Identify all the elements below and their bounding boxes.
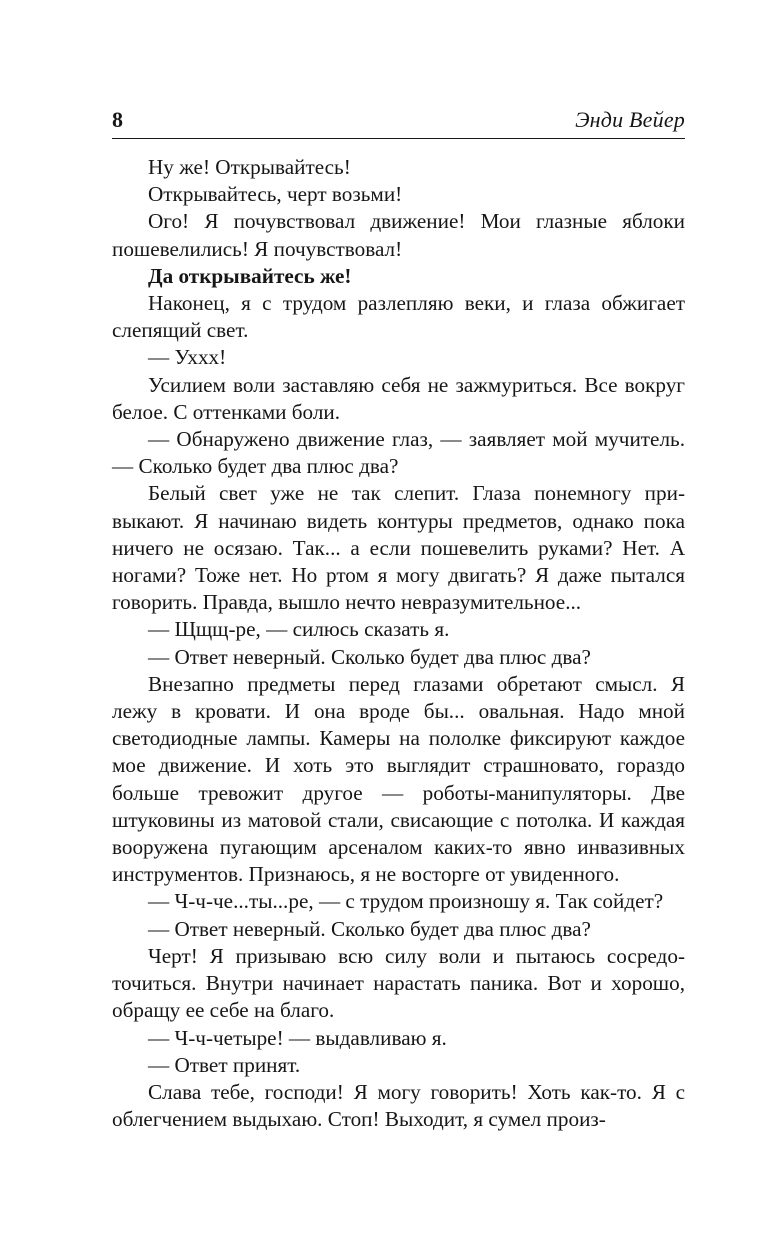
paragraph: — Ухxx! bbox=[148, 345, 227, 370]
paragraph: — Ч-ч-четыре! — выдавливаю я. bbox=[148, 1025, 447, 1050]
running-header bbox=[112, 102, 685, 139]
paragraph: — Ответ принят. bbox=[148, 1052, 301, 1077]
paragraph: — Обнаружено движение глаз, — заявляет мой мучитель. — Сколько будет два плюс два? bbox=[112, 427, 685, 479]
paragraph: Белый свет уже не так слепит. Глаза понемногу привыкают. Я начинаю видеть контуры предметов, однако пока ничего не осязаю. Так... а если пошевелить руками? Нет. А ногами? Тоже нет. Но ртом я могу двигать? Я даже пытался говорить. Правда, вышло нечто невразумительное... bbox=[112, 481, 685, 615]
paragraph: Ого! Я почувствовал движение! Мои глазные яблоки пошевелились! Я почувствовал! bbox=[112, 209, 685, 261]
paragraph: Открывайтесь, черт возьми! bbox=[148, 182, 403, 207]
paragraph: Наконец, я с трудом разлепляю веки, и глаза обжигает слепящий свет. bbox=[112, 291, 685, 343]
paragraph: Слава тебе, господи! Я могу говорить! Хоть как-то. Я с облегчением выдыхаю. Стоп! Выходит, я сумел произ- bbox=[112, 1079, 685, 1132]
paragraph: — Ответ неверный. Сколько будет два плюс два? bbox=[148, 644, 591, 669]
body-text bbox=[112, 154, 685, 1133]
paragraph: Ну же! Открывайтесь! bbox=[148, 155, 351, 179]
paragraph: — Ответ неверный. Сколько будет два плюс два? bbox=[148, 916, 591, 941]
book-page bbox=[112, 0, 685, 1241]
paragraph: — Ч-ч-че...ты...ре, — с трудом произношу я. Так сойдет? bbox=[148, 889, 664, 914]
paragraph: Усилием воли заставляю себя не зажмуриться. Все вокруг белое. С оттенками боли. bbox=[112, 372, 685, 424]
paragraph: Внезапно предметы перед глазами обретают смысл. Я лежу в кровати. И она вроде бы... овальная. Надо мной светодиодные лампы. Камеры на пололке фиксируют каждое мое движение. И хоть это выглядит страшновато, гораздо больше тревожит другое — роботы-манипуляторы. Две штуковины из матовой стали, свисающие с потолка. И каждая вооружена пугающим арсеналом каких-то явно инвазивных инструментов. Признаюсь, я не восторге от увиденного. bbox=[112, 671, 685, 887]
paragraph: Черт! Я призываю всю силу воли и пытаюсь сосредоточиться. Внутри начинает нарастать паника. Вот и хорошо, обращу ее себе на благо. bbox=[112, 943, 685, 1023]
running-author: Энди Вейер bbox=[575, 107, 685, 132]
paragraph: — Щщщ-ре, — силюсь сказать я. bbox=[148, 617, 450, 642]
page-number: 8 bbox=[112, 107, 123, 132]
paragraph: Да открывайтесь же! bbox=[148, 263, 352, 288]
